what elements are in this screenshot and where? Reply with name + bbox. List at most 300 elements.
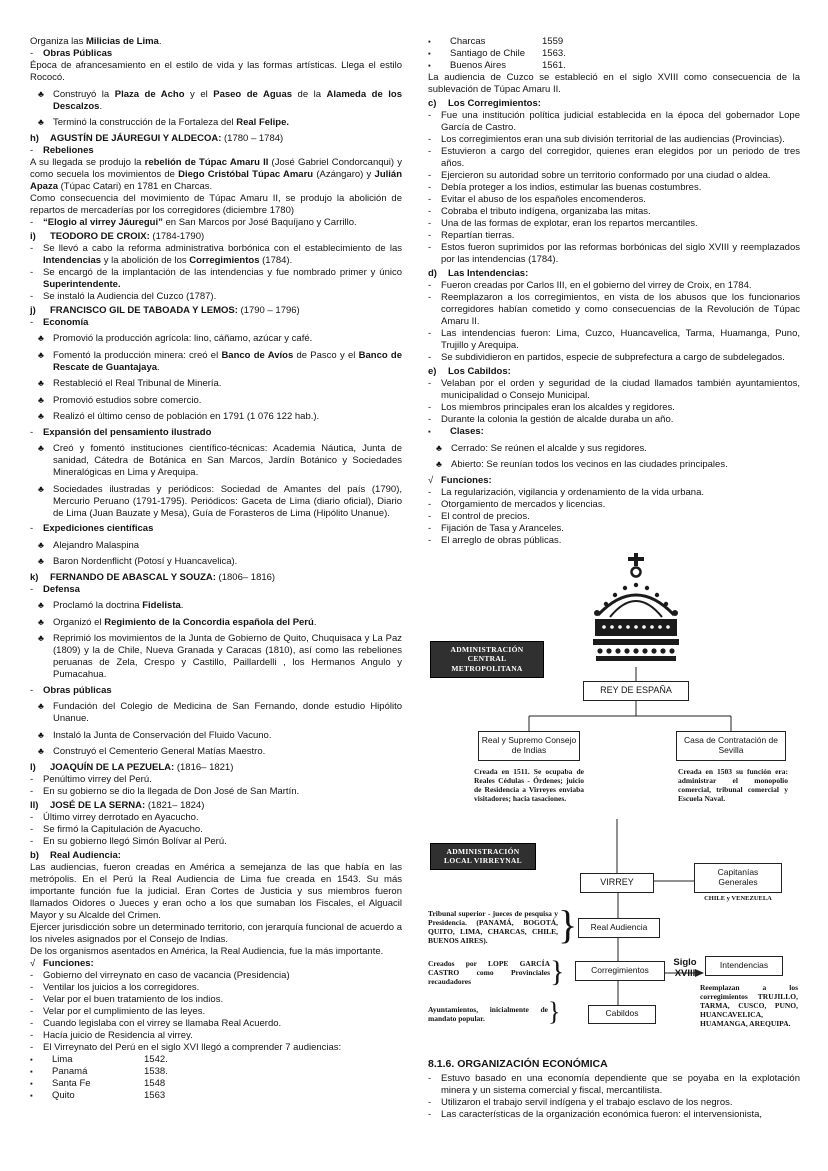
line-marker: - xyxy=(428,170,432,181)
line-marker: - xyxy=(428,352,432,363)
right-column-text-bottom xyxy=(428,1058,800,1121)
line-marker: √ xyxy=(428,474,434,486)
line-text: “Elogio al virrey Jáuregui” en San Marcos por José Baquíjano y Carrillo. xyxy=(43,216,357,228)
diagram-box-capitanias-generales: Capitanías Generales xyxy=(694,863,782,893)
doc-line xyxy=(30,774,402,786)
line-text: Los miembros principales eran los alcaldes y regidores. xyxy=(441,402,675,413)
line-text: El Virreynato del Perú en el siglo XVI llegó a comprender 7 audiencias: xyxy=(43,1041,342,1053)
line-text: Otorgamiento de mercados y licencias. xyxy=(441,498,606,510)
doc-line xyxy=(428,146,800,170)
line-marker: - xyxy=(30,216,34,228)
line-marker: - xyxy=(30,684,34,696)
doc-line xyxy=(428,268,800,280)
doc-line xyxy=(428,328,800,352)
line-text: Durante la colonia la gestión de alcalde duraba un año. xyxy=(441,414,674,425)
doc-line xyxy=(428,98,800,110)
line-marker: - xyxy=(428,414,432,425)
doc-line xyxy=(428,1058,800,1070)
line-text: Realizó el último censo de población en 1791 (1 076 122 hab.). xyxy=(53,411,320,422)
line-marker: ♣ xyxy=(38,349,44,360)
line-text: Abierto: Se reunían todos los vecinos en las ciudades principales. xyxy=(451,459,728,470)
doc-line xyxy=(30,427,402,439)
doc-line xyxy=(30,555,402,568)
line-text: FRANCISCO GIL DE TABOADA Y LEMOS: (1790 – 1796) xyxy=(50,304,300,316)
doc-line xyxy=(30,1090,402,1102)
note-casa-de-contratacion: Creada en 1503 su función era: administrar el monopolio comercial, tribunal comercial y Escuela Naval. xyxy=(678,766,788,803)
doc-line xyxy=(30,483,402,520)
line-text: Se firmó la Capitulación de Ayacucho. xyxy=(43,823,203,835)
line-text: Como consecuencia del movimiento de Túpac Amaru II, se produjo la abolición de repartos de mercaderías por los corregidores (diciembre 1780) xyxy=(30,192,402,216)
doc-line xyxy=(428,280,800,292)
doc-line xyxy=(30,700,402,725)
line-marker: ♣ xyxy=(38,378,44,388)
doc-line xyxy=(30,157,402,193)
line-year: 1542. xyxy=(144,1053,168,1065)
line-text: Charcas xyxy=(450,36,486,47)
line-marker: ♣ xyxy=(38,556,44,566)
line-marker: ♣ xyxy=(38,333,44,343)
line-marker: ♣ xyxy=(38,88,44,99)
doc-line xyxy=(30,133,402,145)
doc-line xyxy=(30,836,402,848)
doc-line xyxy=(30,60,402,84)
line-marker: ♣ xyxy=(38,616,44,627)
line-marker: - xyxy=(30,1041,34,1053)
doc-line xyxy=(30,599,402,612)
line-text: Repartían tierras. xyxy=(441,230,515,241)
line-text: Economía xyxy=(43,316,89,328)
doc-line xyxy=(30,812,402,824)
line-text: Fueron creadas por Carlos III, en el gobierno del virrey de Croix, en 1784. xyxy=(441,280,752,291)
line-text: Construyó la Plaza de Acho y el Paseo de Aguas de la Alameda de los Descalzos. xyxy=(53,88,402,112)
line-marker: ll) xyxy=(30,799,39,811)
line-marker: - xyxy=(30,1017,34,1029)
line-marker: - xyxy=(428,182,432,193)
doc-line xyxy=(30,394,402,407)
line-text: Reprimió los movimientos de la Junta de Gobierno de Quito, Chuquisaca y La Paz (1809) y la de Chile, Nueva Granada y Caracas (1810), así como las rebeliones peruanas de Zela, Crespo y Castillo, Paillardelli , los Hermanos Angulo y Pumacahua. xyxy=(53,633,402,680)
line-text: Proclamó la doctrina Fidelista. xyxy=(53,600,184,611)
line-marker: - xyxy=(30,583,34,595)
diagram-box-virrey: VIRREY xyxy=(580,873,654,893)
line-marker: ♣ xyxy=(38,483,44,494)
doc-line xyxy=(30,994,402,1006)
line-marker: - xyxy=(428,194,432,205)
doc-line xyxy=(428,1097,800,1109)
line-text: En su gobierno llegó Simón Bolívar al Perú. xyxy=(43,835,227,847)
line-text: FERNANDO DE ABASCAL Y SOUZA: (1806– 1816) xyxy=(50,571,276,583)
doc-line xyxy=(30,217,402,229)
doc-line xyxy=(30,305,402,317)
line-text: Se llevó a cabo la reforma administrativa borbónica con el establecimiento de las Intendencias y la abolición de los Corregimientos (1784). xyxy=(43,242,402,266)
line-marker: - xyxy=(428,498,432,510)
doc-line xyxy=(30,243,402,267)
line-text: Estuvieron a cargo del corregidor, quienes eran elegidos por un periodo de tres años. xyxy=(441,146,800,169)
note-cabildos: Ayuntamientos, inicialmente de mandato popular. xyxy=(428,1004,548,1023)
line-marker: h) xyxy=(30,132,39,144)
line-marker: - xyxy=(428,230,432,241)
line-marker: d) xyxy=(428,268,437,279)
line-text: Ventilar los juicios a los corregidores. xyxy=(43,981,200,993)
line-text: Estos fueron suprimidos por las reformas borbónicas del siglo XVIII y reemplazados por las intendencias (1784). xyxy=(441,242,800,265)
line-text: Ejercer jurisdicción sobre un determinado territorio, con jerarquía funcional de acuerdo a los niveles asignados por el Consejo de Indias. xyxy=(30,921,402,945)
doc-line xyxy=(30,145,402,157)
doc-line xyxy=(428,134,800,146)
line-marker: - xyxy=(428,110,432,121)
line-text: Los corregimientos eran una sub división territorial de las audiencias (Provincias). xyxy=(441,134,785,145)
doc-line xyxy=(30,729,402,742)
line-text: Alejandro Malaspina xyxy=(53,539,140,551)
diagram-box-casa-de-contratacion: Casa de Contratación de Sevilla xyxy=(676,731,786,761)
doc-line xyxy=(428,352,800,364)
line-marker: - xyxy=(428,328,432,339)
doc-line xyxy=(428,414,800,426)
note-consejo-de-indias: Creada en 1511. Se ocupaba de Reales Cédulas - Órdenes; juicio de Residencia a Virreyes enviaba visitadores; hacia tasaciones. xyxy=(474,766,584,803)
line-marker: - xyxy=(30,773,34,785)
line-marker: - xyxy=(428,522,432,534)
line-marker: - xyxy=(428,146,432,157)
line-text: Las audiencias, fueron creadas en América a semejanza de las que había en las metrópolis. En el Perú la Real Audiencia de Lima fue creada en 1543. Su más importante función fue la judicial. Eran Cortes de Justicia y sus miembros fueron llamados Oidores o Jueces y eran ocho a los que sumaban los Fiscales, el Alguacil Mayor y su Alcalde del Crimen. xyxy=(30,861,402,921)
doc-line xyxy=(30,922,402,946)
line-marker: ♣ xyxy=(436,442,442,453)
diagram-box-corregimientos: Corregimientos xyxy=(575,961,665,981)
line-marker: ♣ xyxy=(38,746,44,756)
doc-line xyxy=(30,824,402,836)
line-text: Creó y fomentó instituciones científico-técnicas: Academia Náutica, Junta de sanidad, Cátedra de Botánica en San Marcos, Jardín Botánico y Sociedades Mineralógicas en Lima y Arequipa. xyxy=(53,443,402,478)
doc-line xyxy=(428,426,800,438)
line-text: Baron Nordenflicht (Potosí y Huancavelica). xyxy=(53,556,238,567)
line-marker: - xyxy=(428,206,432,217)
line-text: Los Corregimientos: xyxy=(448,98,541,109)
line-text: Reemplazaron a los corregimientos, en vista de los abusos que los funcionarios corregidores habían cometido y como consecuencias de la Revolución de Túpac Amaru II. xyxy=(441,292,800,327)
doc-line xyxy=(30,116,402,129)
doc-line xyxy=(30,762,402,774)
doc-line xyxy=(30,850,402,862)
crown-icon xyxy=(586,553,686,667)
doc-line xyxy=(428,458,800,471)
doc-line xyxy=(30,946,402,958)
line-year: 1559 xyxy=(542,36,564,47)
line-marker: ▪ xyxy=(30,1078,33,1088)
doc-line xyxy=(428,511,800,523)
line-text: Velar por el cumplimiento de las leyes. xyxy=(43,1005,206,1017)
line-marker: ♣ xyxy=(38,394,44,405)
line-text: Hacía juicio de Residencia al virrey. xyxy=(43,1029,193,1041)
line-marker: - xyxy=(30,426,34,438)
diagram-box-real-audiencia: Real Audiencia xyxy=(578,918,660,938)
line-text: Cuando legislaba con el virrey se llamaba Real Acuerdo. xyxy=(43,1017,282,1029)
line-text: JOAQUÍN DE LA PEZUELA: (1816– 1821) xyxy=(50,761,234,773)
line-text: Organizó el Regimiento de la Concordia española del Perú. xyxy=(53,616,317,628)
note-real-audiencia: Tribunal superior - jueces de pesquisa y Presidencia. (PANAMÁ, BOGOTÁ, QUITO, LIMA, CHARCAS, CHILE, BUENOS AIRES). xyxy=(428,908,558,945)
doc-line xyxy=(428,292,800,328)
line-text: Evitar el abuso de los españoles encomenderos. xyxy=(441,194,646,205)
line-marker: ♣ xyxy=(38,600,44,610)
line-text: Organiza las Milicias de Lima. xyxy=(30,36,162,47)
line-marker: ♣ xyxy=(38,729,44,740)
doc-line xyxy=(30,193,402,217)
doc-line xyxy=(30,862,402,922)
line-marker: ♣ xyxy=(38,633,44,643)
line-text: La regularización, vigilancia y ordenamiento de la vida urbana. xyxy=(441,486,704,498)
line-marker: - xyxy=(428,510,432,522)
line-marker: - xyxy=(428,134,432,145)
right-column-text-top xyxy=(428,36,800,547)
line-text: Estuvo basado en una economía dependiente que se poyaba en la explotación minera y un sistema comercial y fiscal, mercantilista. xyxy=(441,1072,800,1096)
doc-line xyxy=(30,1030,402,1042)
doc-line xyxy=(428,402,800,414)
line-marker: - xyxy=(30,969,34,981)
line-marker: - xyxy=(30,811,34,823)
line-text: Se instaló la Audiencia del Cuzco (1787). xyxy=(43,290,217,302)
line-text: Último virrey derrotado en Ayacucho. xyxy=(43,811,199,823)
line-text: Cobraba el tributo indígena, organizaba las mitas. xyxy=(441,206,651,217)
doc-line xyxy=(30,317,402,329)
line-marker: ♣ xyxy=(38,443,44,453)
note-intendencias: Reemplazan a los corregimientos TRUJILLO, TARMA, CUSCO, PUNO, HUANCAVELICA, HUAMANGA, AREQUIPA. xyxy=(700,982,798,1028)
brace-glyph: } xyxy=(558,901,578,947)
line-text: Utilizaron el trabajo servil indígena y el trabajo esclavo de los negros. xyxy=(441,1096,733,1108)
line-text: De los organismos asentados en América, la Real Audiencia, fue la más importante. xyxy=(30,945,384,957)
line-marker: ♣ xyxy=(38,117,44,127)
line-text: Obras públicas xyxy=(43,684,112,696)
line-marker: - xyxy=(30,242,34,254)
doc-line xyxy=(30,786,402,798)
line-year: 1561. xyxy=(542,60,566,71)
doc-line xyxy=(30,958,402,970)
doc-line xyxy=(428,170,800,182)
line-marker: - xyxy=(30,316,34,328)
doc-line xyxy=(428,487,800,499)
line-text: Penúltimo virrey del Perú. xyxy=(43,773,152,785)
line-text: Obras Públicas xyxy=(43,48,113,59)
line-text: Restableció el Real Tribunal de Minería. xyxy=(53,378,222,389)
line-text: Promovió estudios sobre comercio. xyxy=(53,394,202,406)
doc-line xyxy=(428,1073,800,1097)
line-marker: ▪ xyxy=(428,49,431,58)
label-siglo-xviii: Siglo XVIII xyxy=(673,956,697,979)
line-marker: - xyxy=(428,1096,432,1108)
line-marker: - xyxy=(428,292,432,303)
line-text: Fundación del Colegio de Medicina de San Fernando, donde estudio Hipólito Unanue. xyxy=(53,701,402,724)
line-text: JOSÉ DE LA SERNA: (1821– 1824) xyxy=(50,799,205,811)
doc-line xyxy=(30,442,402,479)
line-text: El arreglo de obras públicas. xyxy=(441,534,562,546)
line-text: Velaban por el orden y seguridad de la ciudad llamados también ayuntamientos, municipalidad o Consejo Municipal. xyxy=(441,378,800,401)
line-marker: ▪ xyxy=(428,37,431,46)
line-marker: i) xyxy=(30,230,36,242)
doc-line xyxy=(428,442,800,455)
brace-glyph: } xyxy=(548,996,561,1026)
line-text: AGUSTÍN DE JÁUREGUI Y ALDECOA: (1780 – 1784) xyxy=(50,132,284,144)
line-text: Se subdividieron en partidos, especie de subprefectura a cargo de subdelegados. xyxy=(441,352,785,363)
diagram-box-rey-de-espana: REY DE ESPAÑA xyxy=(583,681,689,701)
doc-line xyxy=(428,1109,800,1121)
doc-line xyxy=(30,685,402,697)
line-marker: ♣ xyxy=(436,459,442,469)
line-marker: j) xyxy=(30,304,36,316)
doc-line xyxy=(428,535,800,547)
doc-line xyxy=(428,499,800,511)
line-text: Gobierno del virreynato en caso de vacancia (Presidencia) xyxy=(43,969,290,981)
doc-line xyxy=(30,267,402,291)
doc-line xyxy=(30,1078,402,1090)
line-text: Real Audiencia: xyxy=(50,849,121,861)
line-marker: - xyxy=(30,266,34,278)
line-marker: - xyxy=(30,290,34,302)
doc-line xyxy=(428,194,800,206)
line-marker: ♣ xyxy=(38,539,44,550)
line-marker: - xyxy=(428,1108,432,1120)
line-text: Velar por el buen tratamiento de los indios. xyxy=(43,993,224,1005)
line-text: Buenos Aires xyxy=(450,60,506,71)
doc-line xyxy=(428,475,800,487)
line-text: Fue una institución política judicial establecida en la época del gobernador Lope García de Castro. xyxy=(441,110,800,133)
left-column xyxy=(30,36,402,1102)
line-marker: - xyxy=(428,280,432,291)
line-text: TEODORO DE CROIX: (1784-1790) xyxy=(50,230,205,242)
doc-line xyxy=(30,48,402,60)
line-marker: √ xyxy=(30,957,36,969)
line-text: Santiago de Chile xyxy=(450,48,525,59)
doc-line xyxy=(30,584,402,596)
line-text: Quito xyxy=(52,1089,75,1101)
line-text: Lima xyxy=(52,1053,73,1065)
diagram-box-intendencias: Intendencias xyxy=(705,956,783,976)
line-marker: - xyxy=(30,981,34,993)
doc-line xyxy=(30,539,402,552)
doc-line xyxy=(30,800,402,812)
line-marker: l) xyxy=(30,761,36,773)
line-year: 1548 xyxy=(144,1077,166,1089)
line-text: La audiencia de Cuzco se estableció en el siglo XVIII como consecuencia de la sublevación de Túpac Amaru II. xyxy=(428,72,800,95)
doc-line xyxy=(428,60,800,72)
line-text: Defensa xyxy=(43,583,80,595)
line-marker: - xyxy=(30,523,34,534)
doc-line xyxy=(428,242,800,266)
doc-line xyxy=(428,218,800,230)
line-marker: - xyxy=(30,993,34,1005)
doc-line xyxy=(428,230,800,242)
doc-line xyxy=(30,1042,402,1054)
label-administracion-local: ADMINISTRACIÓN LOCAL VIRREYNAL xyxy=(430,843,536,871)
line-text: Las intendencias fueron: Lima, Cuzco, Huancavelica, Tarma, Huamanga, Puno, Trujillo y Arequipa. xyxy=(441,328,800,351)
diagram-box-cabildos: Cabildos xyxy=(588,1005,656,1024)
line-text: Debía proteger a los indios, estimular las buenas costumbres. xyxy=(441,182,702,193)
brace-glyph: } xyxy=(550,954,565,988)
line-text: Los Cabildos: xyxy=(448,366,511,377)
doc-line xyxy=(30,1054,402,1066)
line-text: Cerrado: Se reúnen el alcalde y sus regidores. xyxy=(451,442,647,454)
doc-line xyxy=(30,410,402,423)
line-text: Clases: xyxy=(450,426,484,437)
line-marker: ▪ xyxy=(30,1054,33,1064)
doc-line xyxy=(30,745,402,758)
line-marker: - xyxy=(30,48,34,59)
line-year: 1563 xyxy=(144,1089,166,1101)
line-marker: e) xyxy=(428,366,437,377)
doc-line xyxy=(30,291,402,303)
doc-line xyxy=(30,970,402,982)
line-marker: - xyxy=(30,144,34,156)
line-text: Época de afrancesamiento en el estilo de vida y las formas artísticas. Llega el estilo Rococó. xyxy=(30,60,402,83)
line-text: Construyó el Cementerio General Matías Maestro. xyxy=(53,746,266,757)
doc-line xyxy=(30,982,402,994)
line-year: 1538. xyxy=(144,1065,168,1077)
line-marker: - xyxy=(428,242,432,253)
line-text: Rebeliones xyxy=(43,144,94,156)
line-text: Terminó la construcción de la Fortaleza del Real Felipe. xyxy=(53,117,290,128)
line-text: Promovió la producción agrícola: lino, cáñamo, azúcar y café. xyxy=(53,333,313,344)
note-chile-venezuela: CHILE y VENEZUELA xyxy=(704,894,772,902)
doc-line xyxy=(428,206,800,218)
line-text: Panamá xyxy=(52,1065,88,1077)
doc-line xyxy=(428,182,800,194)
doc-line xyxy=(30,1066,402,1078)
line-marker: c) xyxy=(428,98,437,109)
doc-line xyxy=(30,1006,402,1018)
line-text: Fomentó la producción minera: creó el Banco de Avíos de Pasco y el Banco de Rescate de Guantajaya. xyxy=(53,349,402,373)
line-marker: - xyxy=(428,218,432,229)
doc-line xyxy=(30,88,402,113)
line-marker: - xyxy=(428,378,432,389)
doc-line xyxy=(30,1018,402,1030)
line-text: Las Intendencias: xyxy=(448,268,529,279)
doc-line xyxy=(428,110,800,134)
doc-line xyxy=(30,572,402,584)
doc-line xyxy=(30,523,402,535)
line-text: El control de precios. xyxy=(441,510,530,522)
line-text: Ejercieron su autoridad sobre un territorio conformado por una ciudad o aldea. xyxy=(441,170,771,181)
line-text: Expediciones científicas xyxy=(43,523,154,534)
doc-line xyxy=(428,366,800,378)
line-text: Las características de la organización económica fueron: el intervensionista, xyxy=(441,1108,763,1120)
doc-line xyxy=(428,48,800,60)
line-text: Expansión del pensamiento ilustrado xyxy=(43,426,212,438)
doc-line xyxy=(30,349,402,374)
line-text: Santa Fe xyxy=(52,1077,91,1089)
line-marker: ▪ xyxy=(428,61,431,70)
line-marker: - xyxy=(30,785,34,797)
line-marker: - xyxy=(428,402,432,413)
line-text: Se encargó de la implantación de las intendencias y fue nombrado primer y único Superintendente. xyxy=(43,266,402,290)
note-corregimientos: Creados por LOPE GARCÍA CASTRO como Provinciales recaudadores xyxy=(428,958,550,986)
line-text: Instaló la Junta de Conservación del Fluido Vacuno. xyxy=(53,729,272,741)
doc-line xyxy=(428,72,800,96)
line-text: A su llegada se produjo la rebelión de Túpac Amaru II (José Gabriel Condorcanqui) y como secuela los movimientos de Diego Cristóbal Túpac Amaru (Azángaro) y Julián Apaza (Túpac Catari) en 1781 en Charcas. xyxy=(30,156,402,192)
right-column xyxy=(428,36,800,1121)
line-marker: ▪ xyxy=(30,1090,33,1100)
doc-line xyxy=(428,36,800,48)
line-marker: - xyxy=(30,823,34,835)
line-marker: - xyxy=(428,1072,432,1084)
doc-line xyxy=(30,632,402,681)
doc-line xyxy=(30,36,402,48)
admin-diagram xyxy=(428,553,800,1050)
line-marker: ♣ xyxy=(38,701,44,711)
doc-line xyxy=(30,616,402,629)
diagram-box-consejo-de-indias: Real y Supremo Consejo de Indias xyxy=(478,731,580,761)
line-marker: b) xyxy=(30,849,39,861)
line-marker: ♣ xyxy=(38,411,44,421)
line-text: Sociedades ilustradas y periódicos: Sociedad de Amantes del país (1790), Mercurio Peruano (1791-1795). Periódicos: Gaceta de Lima (diario oficial), Diario de Lima (Juan Bauzate y Mesa), Guía de Forasteros de Lima (Hipólito Unanue). xyxy=(53,483,402,519)
doc-line xyxy=(428,378,800,402)
line-marker: - xyxy=(30,835,34,847)
line-text: 8.1.6. ORGANIZACIÓN ECONÓMICA xyxy=(428,1057,608,1070)
line-text: Fijación de Tasa y Aranceles. xyxy=(441,522,564,534)
line-text: En su gobierno se dio la llegada de Don José de San Martín. xyxy=(43,785,300,797)
line-text: Funciones: xyxy=(43,957,94,969)
line-text: Funciones: xyxy=(441,474,492,486)
